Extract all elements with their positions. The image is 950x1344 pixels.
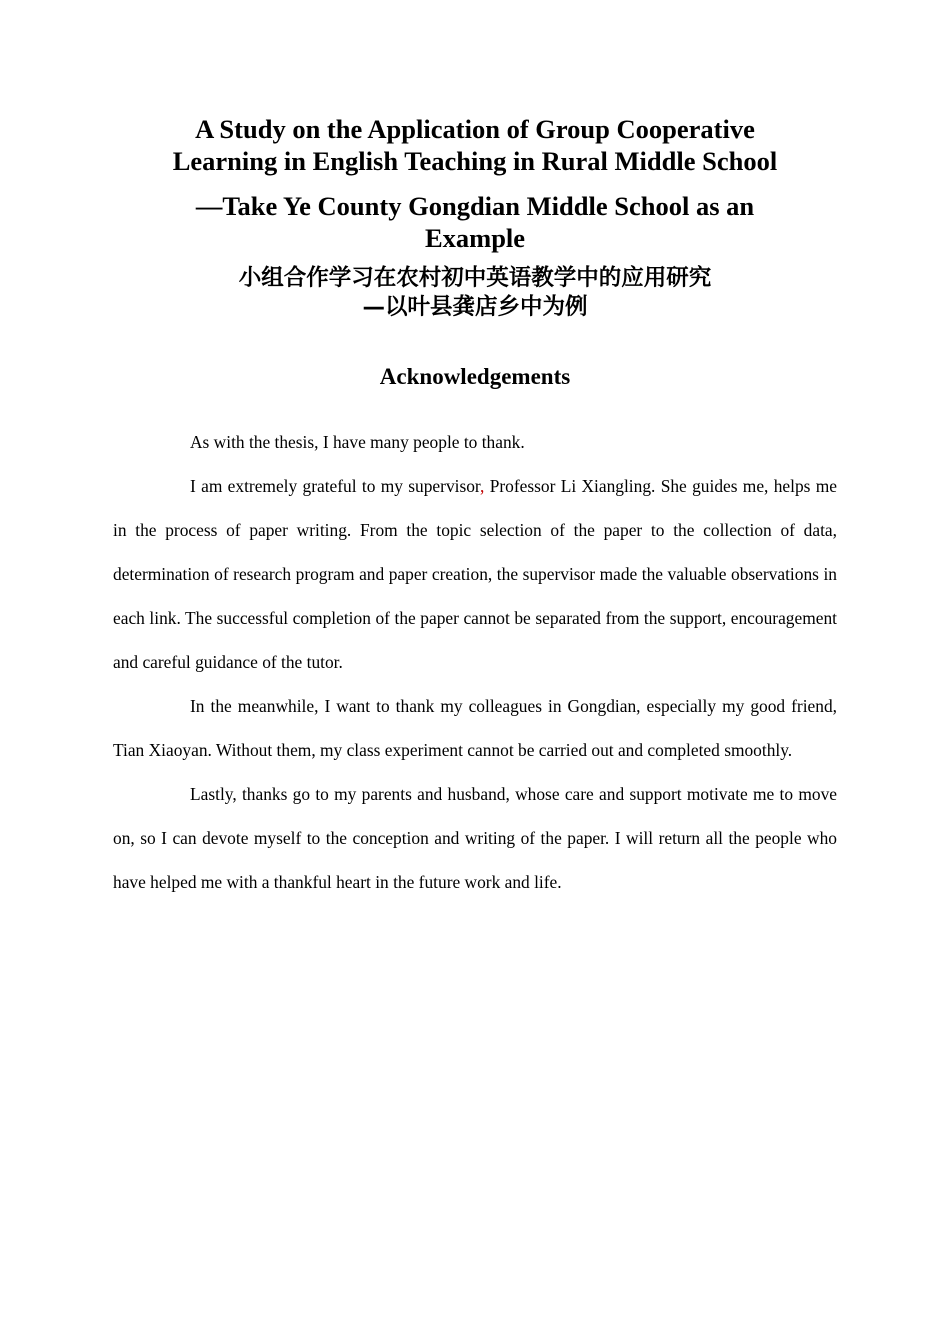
paragraph-4: Lastly, thanks go to my parents and husband, whose care and support motivate me to move on, so I can devote myself to the conception and writing of the paper. I will return all the people who have helped me with a thankful heart in the future work and life. bbox=[113, 784, 837, 892]
paragraph-3: In the meanwhile, I want to thank my colleagues in Gongdian, especially my good friend, Tian Xiaoyan. Without them, my class experiment cannot be carried out and completed smoothly. bbox=[113, 696, 837, 760]
chinese-title bbox=[113, 264, 837, 322]
paragraph-1: As with the thesis, I have many people to thank. bbox=[190, 432, 525, 452]
paragraph-2-part-1: I am extremely grateful to my supervisor bbox=[190, 476, 481, 496]
english-title-line-1: A Study on the Application of Group Cooperative bbox=[195, 114, 755, 144]
paragraph-2-part-2: Professor Li Xiangling. She guides me, helps me in the process of paper writing. From the topic selection of the paper to the collection of data, determination of research program and paper creation, the supervisor made the valuable observations in each link. The successful completion of the paper cannot be separated from the support, encouragement and careful guidance of the tutor. bbox=[113, 476, 837, 672]
paragraph-2-comma: , bbox=[480, 476, 485, 496]
acknowledgements-body bbox=[113, 420, 837, 904]
english-title bbox=[113, 113, 837, 177]
section-heading-acknowledgements: Acknowledgements bbox=[379, 364, 571, 389]
paragraph-2 bbox=[113, 464, 837, 684]
english-subtitle bbox=[113, 190, 837, 254]
chinese-title-line-2: —以叶县龚店乡中为例 bbox=[362, 294, 588, 320]
english-title-line-2: Learning in English Teaching in Rural Middle School bbox=[172, 146, 778, 176]
english-subtitle-line-1: —Take Ye County Gongdian Middle School as an bbox=[195, 191, 755, 221]
chinese-title-line-1: 小组合作学习在农村初中英语教学中的应用研究 bbox=[238, 265, 712, 291]
title-block bbox=[113, 113, 837, 322]
english-subtitle-line-2: Example bbox=[424, 223, 526, 253]
